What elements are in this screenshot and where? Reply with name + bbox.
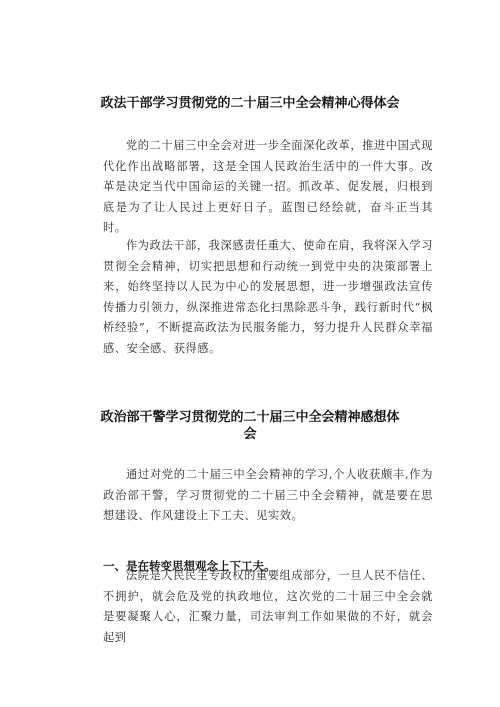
section2-paragraph: 法院是人民民主专政权的重要组成部分，一旦人民不信任、不拥护，就会危及党的执政地位，这次党的二十届三中全会就是要凝聚人心，汇聚力量，司法审判工作如果做的不好，就会起到 xyxy=(103,569,433,644)
section1-paragraph-1: 党的二十届三中全会对进一步全面深化改革，推进中国式现代化作出战略部署，这是全国人民政治生活中的一件大事。改革是决定当代中国命运的关键一招。抓改革、促发展，归根到底是为了让人民过上更好日子。蓝图已经绘就，奋斗正当其时。 xyxy=(103,139,433,234)
section2-title: 政治部干警学习贯彻党的二十届三中全会精神感想体会 xyxy=(100,410,400,442)
section1-title: 政法干部学习贯彻党的二十届三中全会精神心得体会 xyxy=(100,96,400,111)
section1-paragraph-2: 作为政法干部，我深感责任重大、使命在肩，我将深入学习贯彻全会精神，切实把思想和行动统一到党中央的决策部署上来，始终坚持以人民为中心的发展思想，进一步增强政法宣传传播力引领力，纵深推进常态化扫黑除恶斗争，践行新时代“枫桥经验”，不断提高政法为民服务能力，努力提升人民群众幸福感、安全感、获得感。 xyxy=(103,239,433,355)
section2-subheading: 一、是在转变思想观念上下工夫。 xyxy=(103,558,276,573)
section2-intro-paragraph: 通过对党的二十届三中全会精神的学习,个人收获颇丰,作为政治部干警，学习贯彻党的二十届三中全会精神，就是要在思想建设、作风建设上下工夫、见实效。 xyxy=(103,468,433,522)
